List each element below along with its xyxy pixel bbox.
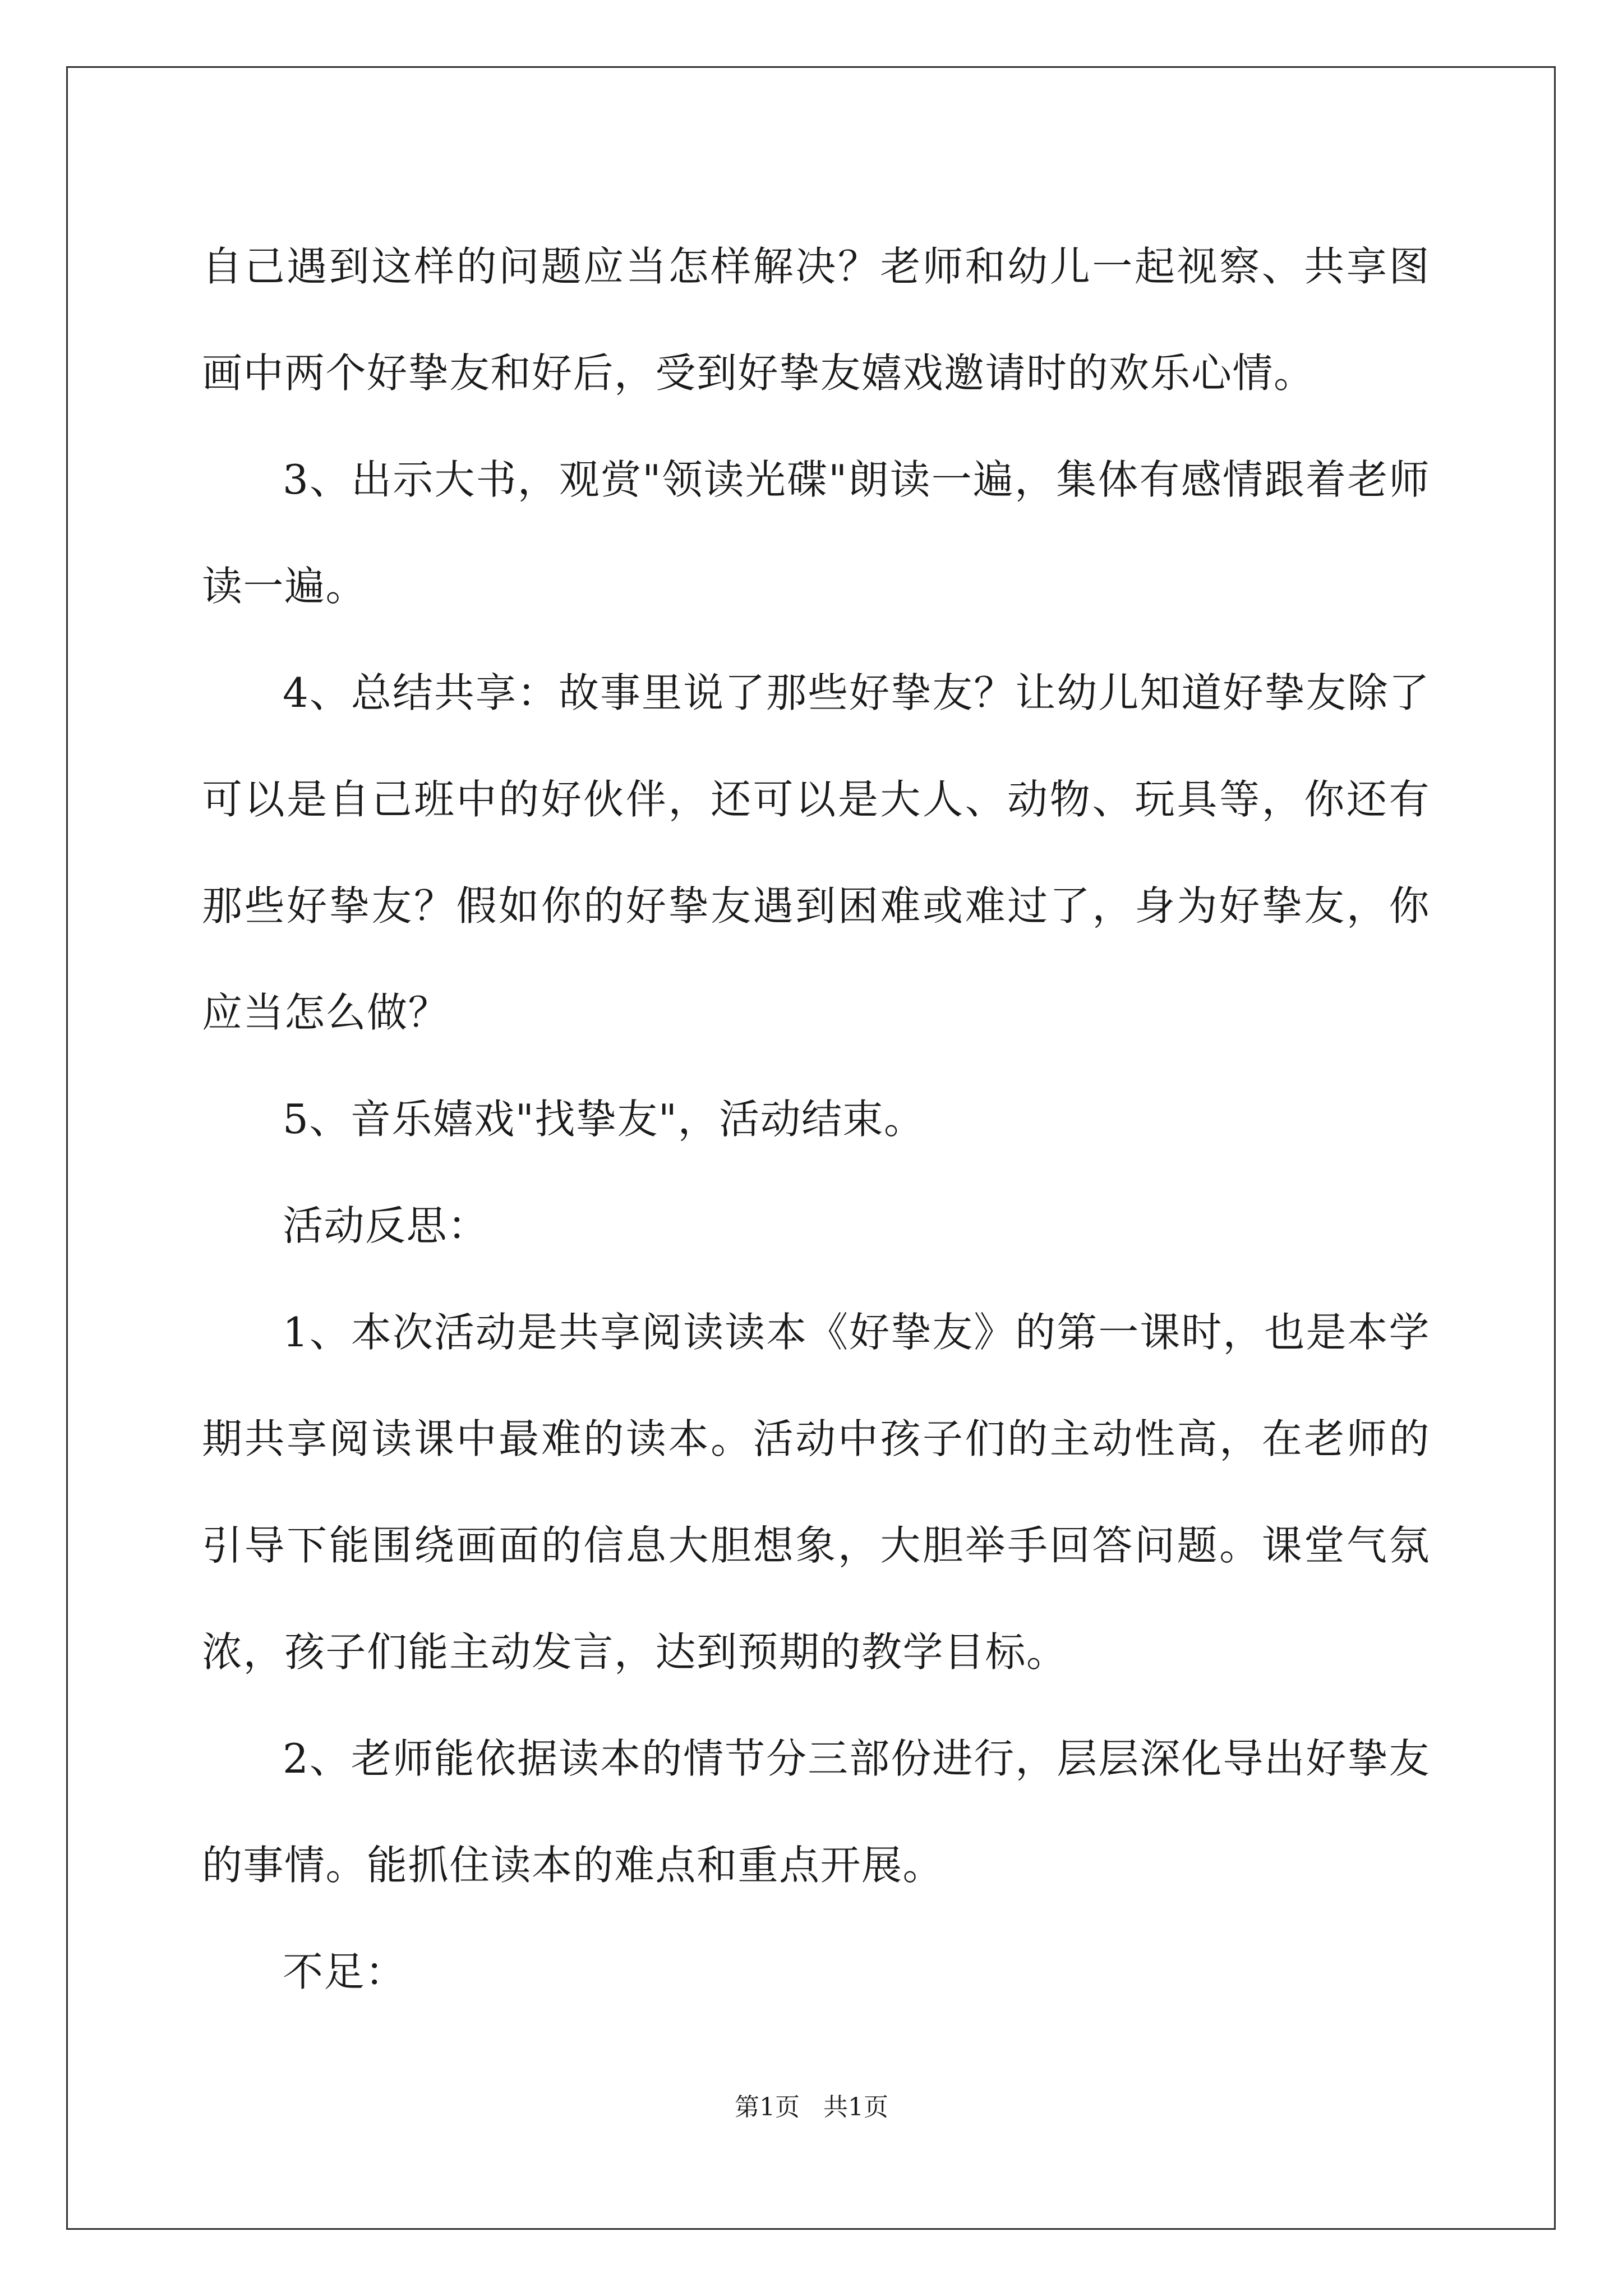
paragraph-step-3: 3、出示大书，观赏"领读光碟"朗读一遍，集体有感情跟着老师读一遍。 <box>202 456 1430 610</box>
section-heading-reflection: 活动反思： <box>283 1202 489 1249</box>
paragraph-step-5: 5、音乐嬉戏"找挚友"，活动结束。 <box>283 1096 925 1143</box>
paragraph-step-4: 4、总结共享：故事里说了那些好挚友？让幼儿知道好挚友除了可以是自己班中的好伙伴，还可以是大人、动物、玩具等，你还有那些好挚友？假如你的好挚友遇到困难或难过了，身为好挚友，你应当怎么做？ <box>202 669 1430 1036</box>
page-footer: 第1页 共1页 <box>735 2093 888 2122</box>
section-heading-shortcomings: 不足： <box>283 1948 407 1995</box>
paragraph-reflection-2: 2、老师能依据读本的情节分三部份进行，层层深化导出好挚友的事情。能抓住读本的难点和重点开展。 <box>202 1735 1430 1889</box>
document-body <box>202 213 1430 2025</box>
paragraph-reflection-1: 1、本次活动是共享阅读读本《好挚友》的第一课时，也是本学期共享阅读课中最难的读本。活动中孩子们的主动性高，在老师的引导下能围绕画面的信息大胆想象，大胆举手回答问题。课堂气氛浓，孩子们能主动发言，达到预期的教学目标。 <box>202 1309 1430 1676</box>
paragraph-intro-continuation: 自己遇到这样的问题应当怎样解决？老师和幼儿一起视察、共享图画中两个好挚友和好后，受到好挚友嬉戏邀请时的欢乐心情。 <box>202 243 1430 397</box>
